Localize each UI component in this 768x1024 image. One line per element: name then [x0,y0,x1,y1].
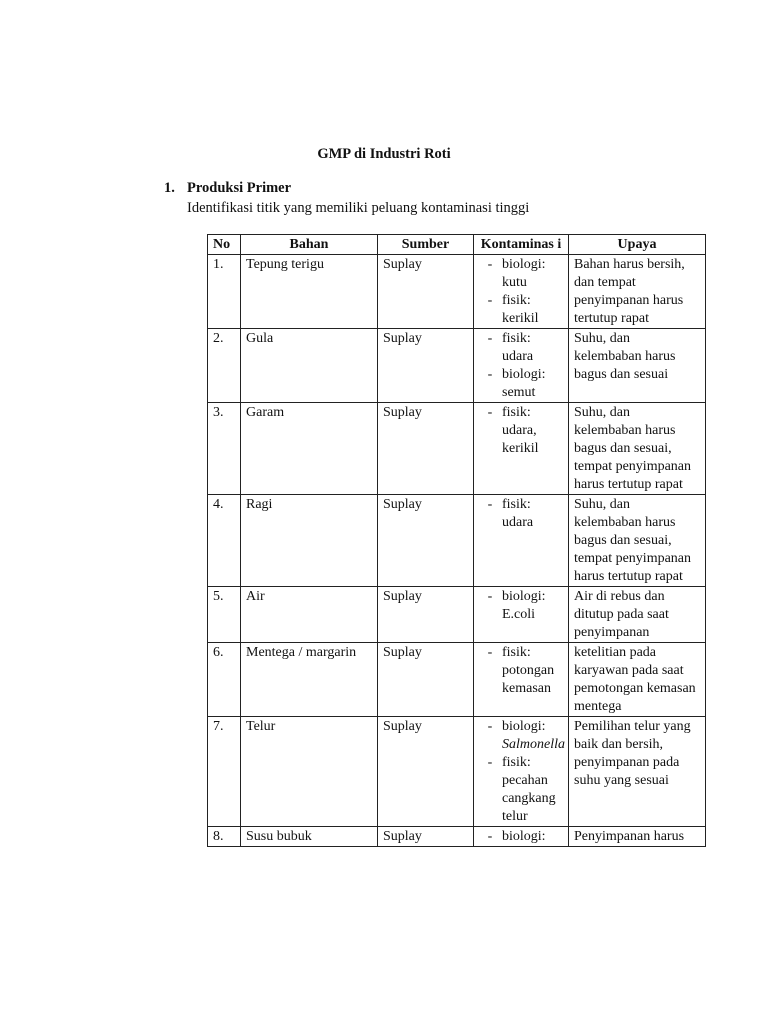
cell-sumber: Suplay [378,587,474,643]
cell-sumber: Suplay [378,643,474,717]
table-row [208,255,706,329]
table-row [208,587,706,643]
contaminant-text-wrap [502,754,563,826]
cell-bahan: Tepung terigu [241,255,378,329]
cell-no: 2. [208,329,241,403]
bullet-dash: - [487,755,493,770]
cell-upaya: Suhu, dan kelembaban harus bagus dan sesuai, tempat penyimpanan harus tertutup rapat [569,495,706,587]
cell-bahan: Gula [241,329,378,403]
table-row [208,403,706,495]
table-row [208,827,706,847]
contaminant-text-wrap [502,496,563,532]
bullet-dash: - [487,405,493,420]
contaminant-text: fisik: udara [502,331,534,364]
bullet-dash: - [487,589,493,604]
bullet-dash: - [487,497,493,512]
contaminant-item [478,256,563,292]
cell-bahan: Ragi [241,495,378,587]
contaminant-item [478,292,563,328]
contaminant-text-wrap [502,404,563,458]
contaminant-item [478,754,563,826]
contaminant-text-wrap [502,330,563,366]
contaminant-text-wrap [502,588,563,624]
table-body [208,255,706,847]
contaminant-text: fisik: pecahan cangkang telur [502,755,556,824]
cell-kontaminasi [474,827,569,847]
contaminant-text-wrap [502,718,565,754]
section-intro: Identifikasi titik yang memiliki peluang kontaminasi tinggi [187,200,530,216]
cell-kontaminasi [474,495,569,587]
contaminant-text-wrap [502,256,563,292]
contaminant-item [478,588,563,624]
bullet-dash: - [487,645,493,660]
cell-kontaminasi [474,717,569,827]
table-row [208,717,706,827]
cell-kontaminasi [474,587,569,643]
cell-kontaminasi [474,329,569,403]
cell-no: 1. [208,255,241,329]
document-title: GMP di Industri Roti [317,146,451,162]
cell-sumber: Suplay [378,255,474,329]
section-title: Produksi Primer [187,180,292,196]
cell-kontaminasi [474,403,569,495]
cell-sumber: Suplay [378,403,474,495]
contaminant-text: fisik: udara, kerikil [502,405,539,456]
cell-upaya: Pemilihan telur yang baik dan bersih, penyimpanan pada suhu yang sesuai [569,717,706,827]
cell-no: 5. [208,587,241,643]
header-no: No [208,235,241,255]
contaminant-item [478,496,563,532]
contaminant-text: biologi: [502,719,546,734]
table-header-row [208,235,706,255]
cell-no: 8. [208,827,241,847]
header-bahan: Bahan [241,235,378,255]
cell-no: 3. [208,403,241,495]
cell-upaya: Suhu, dan kelembaban harus bagus dan sesuai, tempat penyimpanan harus tertutup rapat [569,403,706,495]
bullet-dash: - [487,293,493,308]
cell-kontaminasi [474,255,569,329]
contaminant-item [478,644,563,698]
cell-upaya: Air di rebus dan ditutup pada saat penyimpanan [569,587,706,643]
contaminant-text: fisik: udara [502,497,534,530]
contaminant-item [478,718,563,754]
cell-bahan: Telur [241,717,378,827]
cell-upaya: Suhu, dan kelembaban harus bagus dan sesuai [569,329,706,403]
table-row [208,643,706,717]
contamination-table [207,234,706,847]
contaminant-text: biologi: E.coli [502,589,546,622]
header-upaya: Upaya [569,235,706,255]
contaminant-text-wrap [502,644,563,698]
table-row [208,495,706,587]
contaminant-text: fisik: kerikil [502,293,539,326]
cell-upaya: ketelitian pada karyawan pada saat pemotongan kemasan mentega [569,643,706,717]
contaminant-item [478,828,563,846]
bullet-dash: - [487,829,493,844]
bullet-dash: - [487,719,493,734]
contaminant-text-wrap [502,292,563,328]
cell-sumber: Suplay [378,827,474,847]
contaminant-text-wrap [502,828,563,846]
contaminant-text: fisik: potongan kemasan [502,645,555,696]
contaminant-text-wrap [502,366,563,402]
cell-sumber: Suplay [378,495,474,587]
contaminant-species: Salmonella [502,737,565,752]
cell-upaya: Penyimpanan harus [569,827,706,847]
cell-bahan: Mentega / margarin [241,643,378,717]
cell-no: 7. [208,717,241,827]
cell-kontaminasi [474,643,569,717]
table-row [208,329,706,403]
contaminant-item [478,404,563,458]
bullet-dash: - [487,367,493,382]
contaminant-text: biologi: semut [502,367,546,400]
header-kontaminasi: Kontaminas i [474,235,569,255]
contaminant-text: biologi: [502,829,546,844]
cell-no: 6. [208,643,241,717]
contaminant-item [478,366,563,402]
section-heading [164,180,291,197]
header-sumber: Sumber [378,235,474,255]
cell-bahan: Garam [241,403,378,495]
contaminant-item [478,330,563,366]
cell-upaya: Bahan harus bersih, dan tempat penyimpanan harus tertutup rapat [569,255,706,329]
bullet-dash: - [487,257,493,272]
cell-sumber: Suplay [378,329,474,403]
cell-bahan: Susu bubuk [241,827,378,847]
contaminant-text: biologi: kutu [502,257,546,290]
bullet-dash: - [487,331,493,346]
cell-sumber: Suplay [378,717,474,827]
section-number: 1. [164,180,175,196]
cell-bahan: Air [241,587,378,643]
cell-no: 4. [208,495,241,587]
